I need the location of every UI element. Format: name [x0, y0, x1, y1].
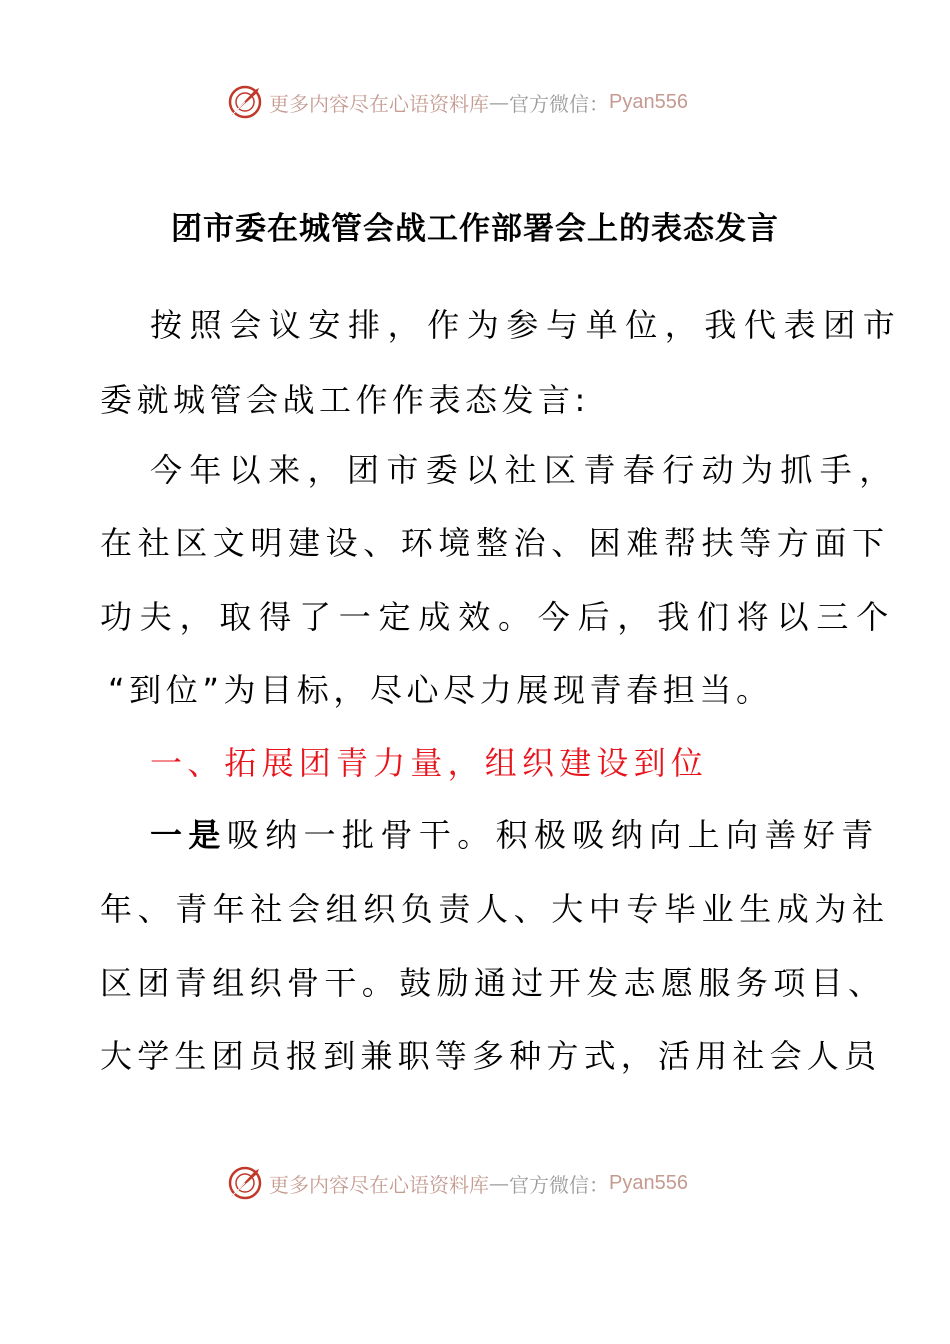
banner-wechat-label: 官方微信： [509, 1172, 609, 1197]
banner-text: 更多内容尽在心语资料库 [269, 91, 489, 116]
point-line [150, 810, 880, 856]
paragraph-line: 委就城管会战工作作表态发言: [100, 381, 590, 419]
paragraph-line: 今年以来，团市委以社区青春行动为抓手， [150, 451, 899, 489]
paragraph-line: 区团青组织骨干。鼓励通过开发志愿服务项目、 [100, 964, 886, 1002]
footer-banner [225, 1163, 688, 1203]
section-heading: 一、拓展团青力量，组织建设到位 [150, 744, 709, 782]
quill-logo-icon [225, 1163, 265, 1203]
banner-wechat-id: Pyan556 [609, 1171, 688, 1194]
paragraph-line: 按照会议安排，作为参与单位，我代表团市 [150, 306, 903, 344]
paragraph-line: 大学生团员报到兼职等多种方式，活用社会人员 [100, 1037, 882, 1075]
quill-logo-icon [225, 82, 265, 122]
paragraph-line: “到位”为目标，尽心尽力展现青春担当。 [108, 671, 773, 709]
banner-text: 更多内容尽在心语资料库 [269, 1172, 489, 1197]
header-banner [225, 82, 688, 122]
banner-separator: — [489, 90, 509, 114]
paragraph-line: 在社区文明建设、环境整治、困难帮扶等方面下 [100, 524, 890, 562]
document-title: 团市委在城管会战工作部署会上的表态发言 [171, 211, 779, 247]
paragraph-line: 年、青年社会组织负责人、大中专毕业生成为社 [100, 890, 890, 928]
point-text: 吸纳一批骨干。积极吸纳向上向善好青 [226, 816, 880, 854]
banner-separator: — [489, 1171, 509, 1195]
point-lead: 一是 [150, 816, 227, 854]
banner-wechat-label: 官方微信： [509, 91, 609, 116]
paragraph-line: 功夫，取得了一定成效。今后，我们将以三个 [100, 598, 897, 636]
banner-wechat-id: Pyan556 [609, 90, 688, 113]
